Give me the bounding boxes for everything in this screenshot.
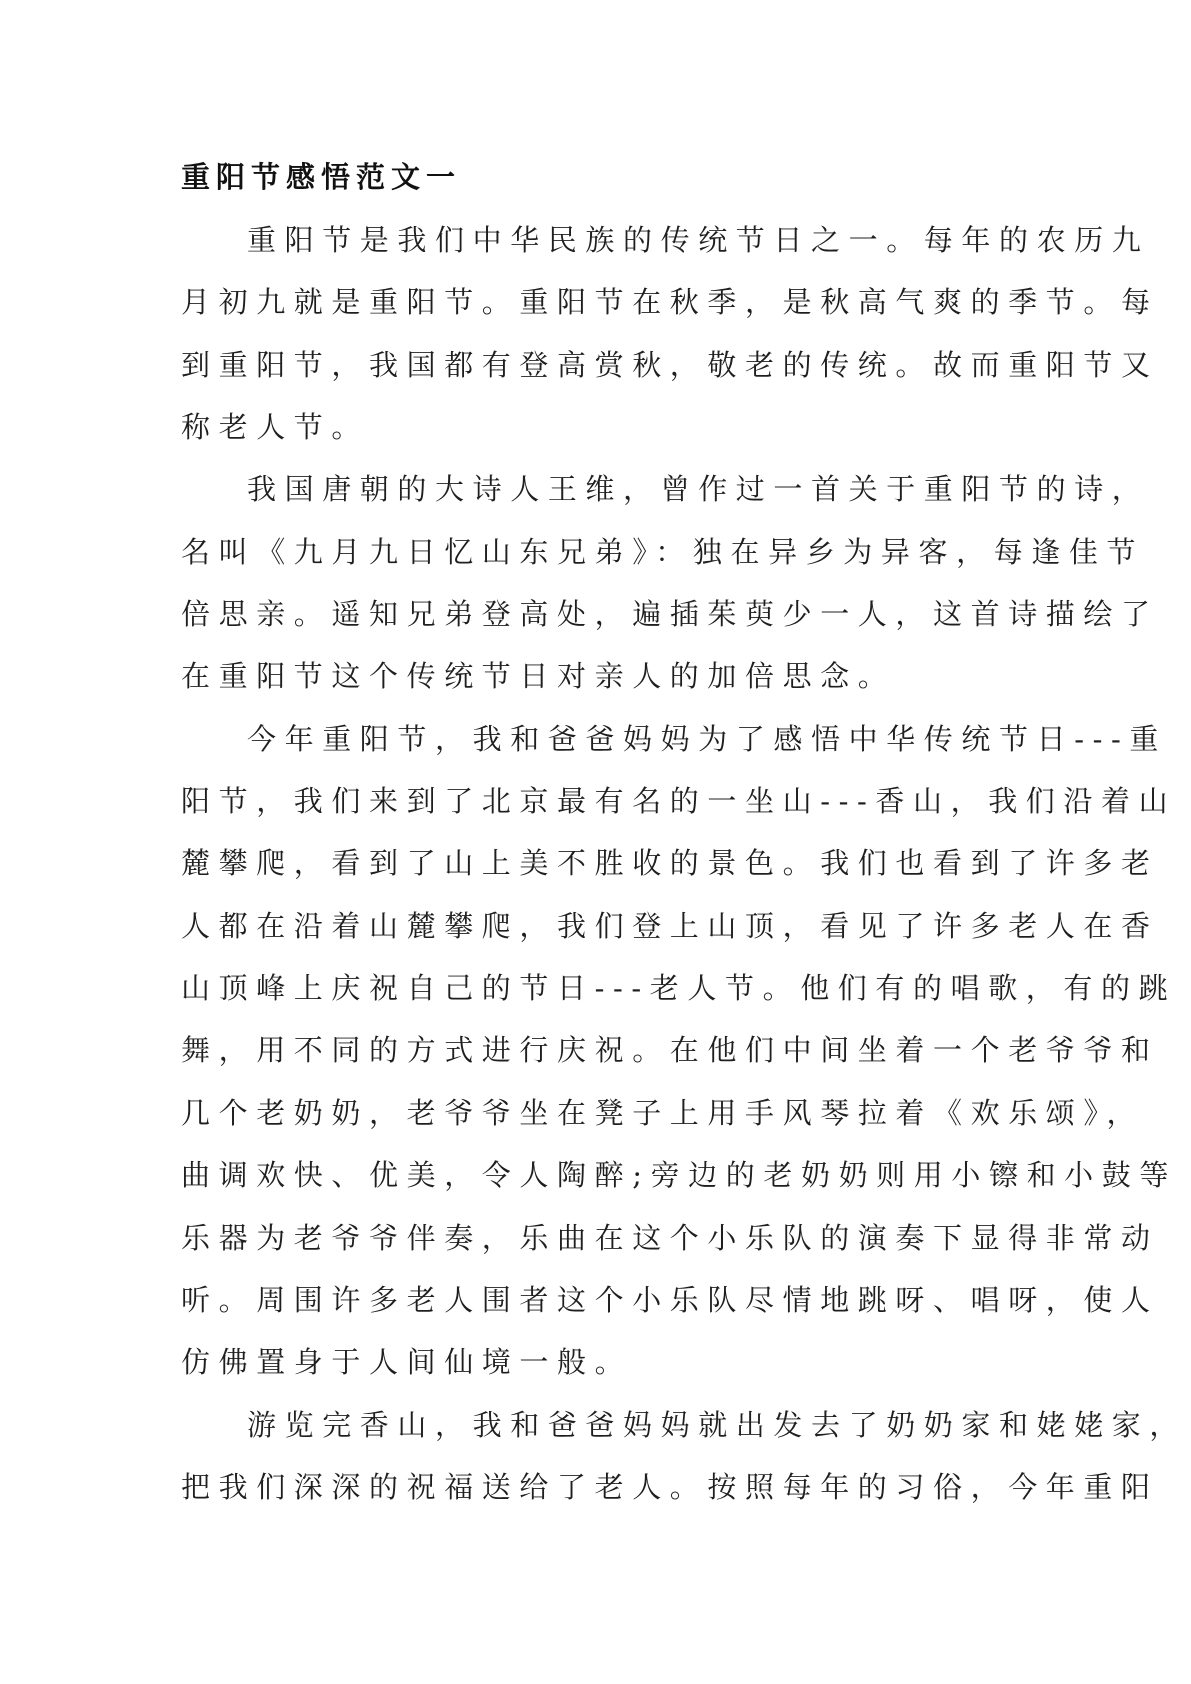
text-line: 乐器为老爷爷伴奏，乐曲在这个小乐队的演奏下显得非常动 [181,1220,1159,1255]
document-body [181,209,1188,1518]
text-line: 称老人节。 [181,410,370,445]
text-line: 把我们深深的祝福送给了老人。按照每年的习俗，今年重阳 [181,1469,1159,1504]
text-line: 麓攀爬，看到了山上美不胜收的景色。我们也看到了许多老 [181,846,1159,881]
text-line: 舞，用不同的方式进行庆祝。在他们中间坐着一个老爷爷和 [181,1033,1159,1068]
text-line: 名叫《九月九日忆山东兄弟》：独在异乡为异客，每逢佳节 [181,534,1145,569]
text-line: 几个老奶奶，老爷爷坐在凳子上用手风琴拉着《欢乐颂》， [181,1095,1145,1130]
text-line: 我国唐朝的大诗人王维，曾作过一首关于重阳节的诗， [247,472,1150,507]
text-line: 月初九就是重阳节。重阳节在秋季，是秋高气爽的季节。每 [181,285,1159,320]
paragraph-3 [181,708,1177,1394]
text-line: 在重阳节这个传统节日对亲人的加倍思念。 [181,659,896,694]
text-line: 听。周围许多老人围者这个小乐队尽情地跳呀、唱呀，使人 [181,1282,1159,1317]
text-line: 今年重阳节，我和爸爸妈妈为了感悟中华传统节日---重 [247,721,1167,756]
text-line: 到重阳节，我国都有登高赏秋，敬老的传统。故而重阳节又 [181,347,1159,382]
text-line: 阳节，我们来到了北京最有名的一坐山---香山，我们沿着山 [181,784,1177,819]
paragraph-4 [181,1394,1188,1519]
text-line: 人都在沿着山麓攀爬，我们登上山顶，看见了许多老人在香 [181,908,1159,943]
text-line: 山顶峰上庆祝自己的节日---老人节。他们有的唱歌，有的跳 [181,971,1177,1006]
text-line: 游览完香山，我和爸爸妈妈就出发去了奶奶家和姥姥家， [247,1407,1188,1442]
text-line: 重阳节是我们中华民族的传统节日之一。每年的农历九 [247,223,1150,257]
paragraph-2 [181,458,1159,707]
paragraph-1 [181,209,1159,458]
text-line: 仿佛置身于人间仙境一般。 [181,1345,633,1380]
document-title: 重阳节感悟范文一 [181,160,462,194]
text-line: 曲调欢快、优美，令人陶醉;旁边的老奶奶则用小镲和小鼓等 [181,1158,1177,1193]
text-line: 倍思亲。遥知兄弟登高处，遍插茱萸少一人，这首诗描绘了 [181,597,1159,632]
